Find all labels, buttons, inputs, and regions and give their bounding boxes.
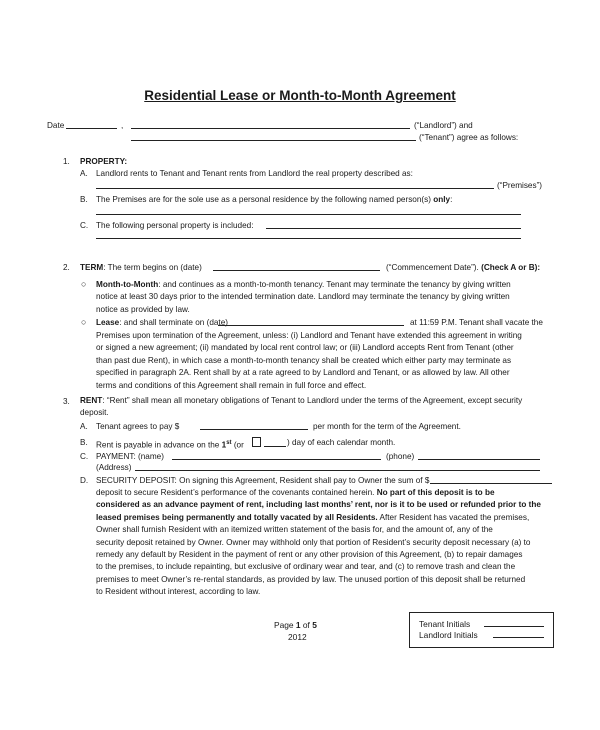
lease-end-date-field[interactable]: [218, 325, 404, 326]
date-field[interactable]: [66, 128, 117, 129]
lease-label: Lease: [96, 318, 120, 327]
term-a-paragraph: Month-to-Month: and continues as a month-to-month tenancy. Tenant may terminate the tenancy by giving written notice at least 30 days prior to the intended termination date. Landlord may terminate the tenancy by giving written notice as provided by law.: [96, 280, 511, 314]
payment-address-label: (Address): [96, 463, 132, 472]
lease-intro: Lease: and shall terminate on (date): [96, 318, 228, 327]
rent-d-label: D.: [80, 476, 89, 485]
premises-label: (“Premises”): [497, 181, 543, 190]
tenant-name-field[interactable]: [131, 140, 416, 141]
term-intro: TERM: The term begins on (date): [80, 263, 202, 272]
landlord-initials-label: Landlord Initials: [419, 630, 478, 640]
rent-b-label: B.: [80, 438, 88, 447]
payment-phone-field[interactable]: [418, 459, 540, 460]
landlord-initials-field[interactable]: [493, 637, 544, 638]
landlord-name-field[interactable]: [131, 128, 410, 129]
property-b-text: The Premises are for the sole use as a personal residence by the following named person(s) only:: [96, 195, 453, 204]
property-a-label: A.: [80, 169, 88, 178]
payment-name-label: PAYMENT: (name): [96, 452, 164, 461]
date-label: Date: [47, 121, 65, 130]
rent-a-label: A.: [80, 422, 88, 431]
property-c-label: C.: [80, 221, 89, 230]
section-rent-heading: RENT: [80, 396, 103, 405]
check-a-or-b: (Check A or B):: [481, 263, 541, 272]
security-deposit-intro: SECURITY DEPOSIT: On signing this Agreement, Resident shall pay to Owner the sum of $: [96, 476, 430, 485]
security-deposit-amount-field[interactable]: [430, 483, 552, 484]
term-start-date-field[interactable]: [213, 270, 380, 271]
section-property-heading: PROPERTY:: [80, 157, 128, 166]
alternate-day-field[interactable]: [264, 446, 286, 447]
section-3-number: 3.: [63, 397, 70, 406]
property-address-field[interactable]: [96, 188, 494, 189]
document-year: 2012: [288, 632, 307, 642]
security-deposit-paragraph: deposit to secure Resident’s performance of the covenants contained herein. No part of this deposit is to be considered as an advance payment of rent, including last months’ rent, nor is it to be used or refunded prior to the leased premises being permanently and totally vacated by all Residents. After Resident has vacated the premises, Owner shall furnish Resident with an itemized written statement of the basis for, and the amount of, any of the security deposit retained by Owner. Owner may withhold only that portion of Resident’s security deposit necessary (a) to remedy any default by Resident in the payment of rent or any other provision of this Agreement, (b) to repair damages to the premises, to include repainting, but exclusive of ordinary wear and tear, and (c) to remove trash and clean the premises to meet Owner’s re-rental standards, as provided by law. The unused portion of this deposit shall be returned to Resident without interest, according to law.: [96, 488, 541, 597]
property-b-label: B.: [80, 195, 88, 204]
landlord-label: (“Landlord”) and: [414, 121, 473, 130]
personal-property-field-2[interactable]: [96, 238, 521, 239]
term-b-paragraph: Premises upon termination of the Agreement, unless: (i) Landlord and Tenant have extended this agreement in writing or signed a new agreement; (ii) mandated by local rent control law; or (iii) Landlord accepts Rent from Tenant (other than past due Rent), in which case a month-to-month tenancy shall be created which either party may terminate as specified in paragraph 2A. Rent shall by at a rate agreed to by Landlord and Tenant, or as allowed by law. All other terms and conditions of this Agreement shall remain in full force and effect.: [96, 331, 522, 390]
rent-intro: RENT: “Rent” shall mean all monetary obligations of Tenant to Landlord under the terms of the Agreement, except security deposit.: [80, 396, 523, 418]
date-comma: ,: [121, 121, 124, 130]
payment-address-field[interactable]: [135, 470, 540, 471]
lease-end-time: at 11:59 P.M. Tenant shall vacate the: [410, 318, 543, 327]
property-a-text: Landlord rents to Tenant and Tenant rents from Landlord the real property described as:: [96, 169, 413, 178]
commencement-date-label: (“Commencement Date”). (Check A or B):: [386, 263, 541, 272]
rent-a-text: Tenant agrees to pay $: [96, 422, 180, 431]
section-2-number: 2.: [63, 263, 70, 272]
rent-b-text: Rent is payable in advance on the 1st (or: [96, 440, 244, 450]
alternate-day-checkbox[interactable]: [252, 437, 261, 447]
tenant-label: (“Tenant”) agree as follows:: [419, 133, 519, 142]
document-title: Residential Lease or Month-to-Month Agreement: [144, 88, 456, 103]
rent-amount-field[interactable]: [200, 429, 308, 430]
month-to-month-label: Month-to-Month: [96, 280, 159, 289]
lease-radio[interactable]: ○: [81, 317, 87, 327]
personal-property-field-1[interactable]: [266, 228, 521, 229]
section-1-number: 1.: [63, 157, 70, 166]
property-c-text: The following personal property is included:: [96, 221, 254, 230]
section-term-heading: TERM: [80, 263, 104, 272]
rent-a-suffix: per month for the term of the Agreement.: [313, 422, 461, 431]
tenant-initials-field[interactable]: [484, 626, 544, 627]
rent-b-suffix: ) day of each calendar month.: [287, 438, 396, 447]
payment-name-field[interactable]: [172, 459, 381, 460]
month-to-month-radio[interactable]: ○: [81, 279, 87, 289]
named-persons-field[interactable]: [96, 214, 521, 215]
property-b-only: only: [433, 195, 451, 204]
page-number: Page 1 of 5: [274, 620, 317, 630]
tenant-initials-label: Tenant Initials: [419, 619, 471, 629]
payment-phone-label: (phone): [386, 452, 415, 461]
rent-c-label: C.: [80, 452, 89, 461]
